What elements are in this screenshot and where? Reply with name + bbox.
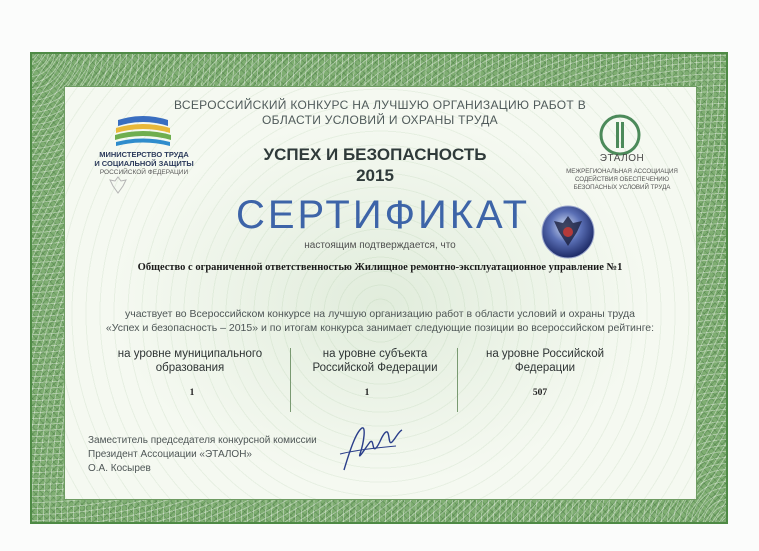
etalon-logo-icon <box>598 113 642 157</box>
contest-year: 2015 <box>356 166 394 185</box>
participation-line-1: участвует во Всероссийском конкурсе на лучшую организацию работ в области условий и охраны труда <box>125 308 635 320</box>
rating-value-region: 1 <box>364 388 370 398</box>
etalon-name: ЭТАЛОН <box>599 153 645 164</box>
contest-name <box>255 144 495 186</box>
rating-value-federal: 507 <box>532 388 548 398</box>
coat-of-arms-icon <box>108 176 128 194</box>
handwritten-signature <box>330 420 410 478</box>
rating-label-line: Российской Федерации <box>312 362 438 374</box>
signatory-line-1: Заместитель председателя конкурсной комиссии <box>88 435 317 446</box>
participation-text <box>78 307 682 335</box>
column-divider <box>290 348 291 412</box>
signatory-block <box>88 434 348 476</box>
rating-header-federal <box>460 347 630 375</box>
etalon-desc-line-1: МЕЖРЕГИОНАЛЬНАЯ АССОЦИАЦИЯ <box>566 168 678 175</box>
signatory-line-2: Президент Ассоциации «ЭТАЛОН» <box>88 449 252 460</box>
rating-label-line: на уровне субъекта <box>322 348 428 360</box>
etalon-desc-line-2: СОДЕЙСТВИЯ ОБЕСПЕЧЕНИЮ <box>574 176 670 183</box>
rating-label-line: образования <box>155 362 225 374</box>
rating-header-municipal <box>105 347 275 375</box>
rating-label-line: Федерации <box>514 362 576 374</box>
rating-label-line: на уровне муниципального <box>117 348 263 360</box>
ministry-name <box>74 150 214 177</box>
hologram-seal-icon <box>540 204 596 260</box>
contest-title: УСПЕХ И БЕЗОПАСНОСТЬ <box>263 145 487 164</box>
ministry-line-3: РОССИЙСКОЙ ФЕДЕРАЦИИ <box>99 169 189 176</box>
rating-label-line: на уровне Российской <box>485 348 605 360</box>
column-divider <box>457 348 458 412</box>
certificate-title: СЕРТИФИКАТ <box>235 193 531 237</box>
rating-header-region <box>290 347 460 375</box>
competition-title: ВСЕРОССИЙСКИЙ КОНКУРС НА ЛУЧШУЮ ОРГАНИЗАЦИЮ РАБОТ В ОБЛАСТИ УСЛОВИЙ И ОХРАНЫ ТРУДА <box>173 98 586 127</box>
company-name: Общество с ограниченной ответственностью Жилищное ремонтно-эксплуатационное управление №1 <box>137 262 623 273</box>
ministry-line-2: И СОЦИАЛЬНОЙ ЗАЩИТЫ <box>94 159 194 168</box>
ministry-line-1: МИНИСТЕРСТВО ТРУДА <box>99 150 189 159</box>
etalon-description <box>561 168 683 192</box>
signatory-line-3: О.А. Косырев <box>88 463 151 474</box>
rating-value-municipal: 1 <box>189 388 195 398</box>
etalon-desc-line-3: БЕЗОПАСНЫХ УСЛОВИЙ ТРУДА <box>573 184 671 191</box>
participation-line-2: «Успех и безопасность – 2015» и по итогам конкурса занимает следующие позиции во всероссийском рейтинге: <box>105 322 655 334</box>
confirms-text: настоящим подтверждается, что <box>304 240 456 251</box>
